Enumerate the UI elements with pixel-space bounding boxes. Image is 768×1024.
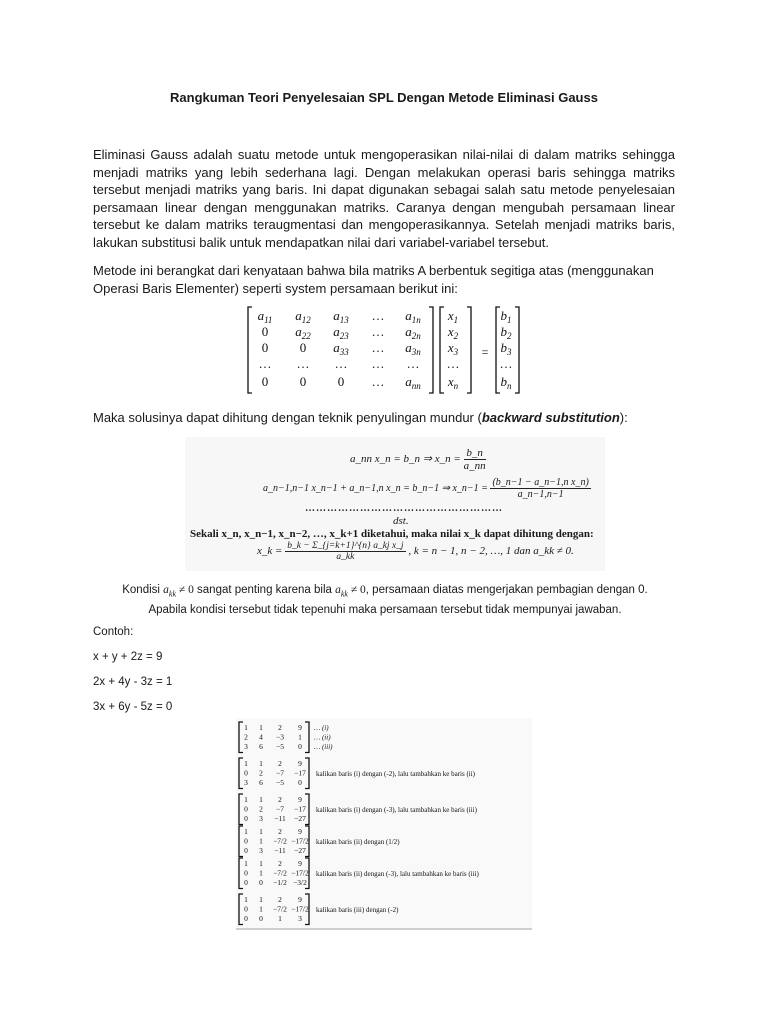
step-matrix-cell: −3 [276, 732, 284, 742]
step-matrix-cell: 0 [244, 814, 248, 823]
matrix-a-right-bracket [429, 307, 433, 393]
step-matrix-cell: 3 [244, 742, 248, 751]
kondisi-note [80, 582, 690, 619]
formula-lhs: x_k = [257, 545, 286, 558]
step-left-bracket [239, 858, 243, 889]
matrix-a-cell: $a_{13}$ [333, 308, 349, 325]
step-matrix-cell: 3 [244, 778, 248, 787]
step-matrix-cell: −17 [294, 804, 306, 814]
step-left-bracket [239, 894, 243, 925]
step-matrix-cell: −5 [276, 742, 284, 751]
matrix-equation-svg [243, 303, 523, 398]
step-matrix-cell: 1 [298, 732, 302, 742]
matrix-x-right-bracket [467, 307, 471, 393]
step-matrix-cell: −17/2 [291, 868, 309, 878]
step-left-bracket [239, 794, 243, 825]
step-matrix-cell: 9 [298, 859, 302, 868]
step-matrix-cell: −1/2 [273, 878, 287, 887]
matrix-b-cell: $b_2$ [500, 324, 512, 341]
matrix-x-cell: $x_2$ [447, 324, 459, 341]
backsub-eq2 [263, 477, 591, 500]
kondisi-neq-1: ≠ 0 [176, 584, 194, 596]
kondisi-text-a: Kondisi [122, 584, 164, 596]
step-matrix-cell: 1 [259, 723, 263, 732]
matrix-a-cell: … [371, 324, 385, 339]
step-matrix-cell: 1 [244, 759, 248, 768]
step-matrix-cell: −17/2 [291, 836, 309, 846]
step-matrix-cell: 0 [244, 768, 248, 778]
matrix-x-cell: $x_1$ [447, 308, 459, 325]
eq2-denominator: a_n−1,n−1 [517, 489, 564, 500]
step-matrix-cell: 1 [244, 859, 248, 868]
matrix-a-cell: $a_{nn}$ [405, 374, 421, 391]
step-matrix-cell: 6 [259, 778, 263, 787]
step-matrix-cell: 1 [259, 904, 263, 914]
matrix-a-cell: 0 [261, 324, 269, 339]
step-matrix-cell: 1 [278, 914, 282, 923]
paragraph-backsub [93, 409, 675, 427]
matrix-a-cell: … [371, 374, 385, 389]
step-matrix-cell: 0 [298, 742, 302, 751]
matrix-equation-figure [243, 303, 523, 398]
document-title: Rangkuman Teori Penyelesaian SPL Dengan Metode Eliminasi Gauss [170, 90, 598, 105]
step-matrix-cell: 1 [259, 795, 263, 804]
step-matrix-cell: 1 [244, 895, 248, 904]
step-matrix-cell: −11 [274, 846, 286, 855]
step-matrix-cell: 2 [259, 804, 263, 814]
step-matrix-cell: −3/2 [293, 878, 307, 887]
matrix-a-cell: $a_{11}$ [257, 308, 273, 325]
step-matrix-cell: 9 [298, 723, 302, 732]
matrix-a-cell: $a_{22}$ [295, 324, 311, 341]
eq1-numerator: b_n [464, 447, 486, 460]
matrix-b-right-bracket [515, 307, 519, 393]
kondisi-line-2: Apabila kondisi tersebut tidak tepenuhi maka persamaan tersebut tidak mempunyai jawaban. [148, 604, 622, 617]
kondisi-math-2: a [335, 584, 341, 596]
matrix-b-cell: $b_1$ [500, 308, 512, 325]
matrix-a-cell: 0 [337, 374, 345, 389]
step-matrix-cell: −7/2 [273, 836, 287, 846]
step-matrix-cell: 0 [244, 868, 248, 878]
matrix-a-cell: … [371, 356, 385, 371]
matrix-b-cell: $b_3$ [500, 340, 512, 357]
kondisi-sub-1: kk [168, 589, 177, 599]
step-operation-note: kalikan baris (ii) dengan (-3), lalu tambahkan ke baris (iii) [316, 870, 479, 878]
step-matrix-cell: 2 [278, 723, 282, 732]
matrix-a-cell: … [296, 356, 310, 371]
step-matrix-cell: 1 [259, 895, 263, 904]
backsub-text-prefix: Maka solusinya dapat dihitung dengan teknik penyulingan mundur ( [93, 410, 482, 425]
formula-denominator: a_kk [336, 552, 355, 562]
step-matrix-cell: 0 [244, 914, 248, 923]
backsub-formula [257, 541, 574, 562]
equation-3: 3x + 6y - 5z = 0 [93, 701, 173, 713]
matrix-b-cell: … [499, 356, 513, 371]
matrix-a-cell: $a_{2n}$ [405, 324, 421, 341]
step-matrix-cell: 0 [244, 904, 248, 914]
backsub-text-suffix: ): [619, 410, 628, 425]
formula-condition: , k = n − 1, n − 2, …, 1 dan a_kk ≠ 0. [408, 545, 574, 558]
step-matrix-cell: 0 [244, 878, 248, 887]
step-left-bracket [239, 758, 243, 789]
matrix-a-left-bracket [248, 307, 252, 393]
backsub-dots: ……………………………………………… [305, 503, 503, 514]
step-right-bracket [305, 722, 309, 753]
matrix-a-cell: $a_{1n}$ [405, 308, 421, 325]
step-matrix-cell: 1 [259, 859, 263, 868]
step-matrix-cell: 1 [259, 868, 263, 878]
step-matrix-cell: 0 [259, 914, 263, 923]
matrix-a-cell: … [371, 340, 385, 355]
backsub-figure [185, 437, 605, 571]
step-matrix-cell: 9 [298, 895, 302, 904]
step-matrix-cell: −17 [294, 768, 306, 778]
step-matrix-cell: 9 [298, 827, 302, 836]
step-matrix-cell: 2 [278, 827, 282, 836]
eq2-lhs: a_n−1,n−1 x_n−1 + a_n−1,n x_n = b_n−1 ⇒ x_n−1 = [263, 482, 491, 494]
step-matrix-cell: −7/2 [273, 904, 287, 914]
matrix-a-cell: $a_{23}$ [333, 324, 349, 341]
step-matrix-cell: −27 [294, 846, 306, 855]
kondisi-neq-2: ≠ 0 [347, 584, 366, 596]
step-matrix-cell: 4 [259, 732, 263, 742]
kondisi-text-c: , persamaan diatas mengerjakan pembagian dengan 0. [365, 584, 648, 596]
step-matrix-cell: 3 [259, 814, 263, 823]
step-matrix-cell: −11 [274, 814, 286, 823]
kondisi-math-1: a [163, 584, 169, 596]
elimination-steps-figure [236, 718, 532, 930]
formula-numerator: b_k − Σ_{j=k+1}^{n} a_kj x_j [287, 541, 404, 551]
contoh-label: Contoh: [93, 626, 134, 638]
step-operation-note: kalikan baris (i) dengan (-3), lalu tambahkan ke baris (iii) [316, 806, 477, 814]
matrix-a-cell: … [334, 356, 348, 371]
step-matrix-cell: 9 [298, 759, 302, 768]
step-operation-note: kalikan baris (ii) dengan (1/2) [316, 838, 400, 846]
step-matrix-cell: 0 [244, 804, 248, 814]
eq1-denominator: a_nn [463, 460, 486, 472]
eq2-numerator: (b_n−1 − a_n−1,n x_n) [492, 477, 589, 488]
step-matrix-cell: 1 [244, 827, 248, 836]
step-matrix-cell: 0 [244, 846, 248, 855]
step-row-label: … (iii) [314, 743, 333, 751]
step-row-label: … (ii) [314, 733, 331, 742]
paragraph-intro: Eliminasi Gauss adalah suatu metode untuk mengoperasikan nilai-nilai di dalam matriks sehingga menjadi matriks yang lebih sederhana lagi. Dengan melakukan operasi baris sehingga matriks tersebut menjadi matriks yang baris. Ini dapat digunakan sebagai salah satu metode penyelesaian persamaan linear dengan menggunakan matriks. Caranya dengan mengubah persamaan linear tersebut ke dalam matriks teraugmentasi dan mengoperasikannya. Setelah menjadi matriks baris, lakukan substitusi balik untuk mendapatkan nilai dari variabel-variabel tersebut. [93, 147, 675, 250]
step-matrix-cell: 3 [259, 846, 263, 855]
step-matrix-cell: 6 [259, 742, 263, 751]
step-matrix-cell: 0 [259, 878, 263, 887]
paragraph-method: Metode ini berangkat dari kenyataan bahwa bila matriks A berbentuk segitiga atas (menggunakan Operasi Baris Elementer) seperti system persamaan berikut ini: [93, 263, 654, 296]
eq1-lhs: a_nn x_n = b_n ⇒ x_n = [350, 453, 464, 466]
step-matrix-cell: 1 [244, 795, 248, 804]
step-matrix-cell: −7/2 [273, 868, 287, 878]
equation-1: x + y + 2z = 9 [93, 651, 163, 663]
step-matrix-cell: −17/2 [291, 904, 309, 914]
matrix-x-left-bracket [440, 307, 444, 393]
step-matrix-cell: 0 [244, 836, 248, 846]
step-matrix-cell: −27 [294, 814, 306, 823]
matrix-a-cell: $a_{33}$ [333, 340, 349, 357]
step-matrix-cell: 2 [278, 895, 282, 904]
matrix-a-cell: 0 [299, 374, 307, 389]
equation-2: 2x + 4y - 3z = 1 [93, 676, 173, 688]
step-matrix-cell: 1 [244, 723, 248, 732]
matrix-a-cell: 0 [261, 340, 269, 355]
step-matrix-cell: 2 [278, 859, 282, 868]
step-operation-note: kalikan baris (iii) dengan (-2) [316, 906, 399, 914]
matrix-x-cell: … [446, 356, 460, 371]
step-matrix-cell: 1 [259, 836, 263, 846]
step-left-bracket [239, 722, 243, 753]
matrix-b-left-bracket [496, 307, 500, 393]
step-matrix-cell: 2 [259, 768, 263, 778]
matrix-a-cell: $a_{3n}$ [405, 340, 421, 357]
kondisi-sub-2: kk [340, 589, 348, 599]
step-matrix-cell: −5 [276, 778, 284, 787]
step-matrix-cell: 0 [298, 778, 302, 787]
backsub-dst: dst. [393, 515, 409, 527]
kondisi-text-b: sangat penting karena bila [193, 584, 336, 596]
step-matrix-cell: 1 [259, 759, 263, 768]
step-left-bracket [239, 826, 243, 857]
step-matrix-cell: 2 [278, 759, 282, 768]
matrix-b-cell: $b_n$ [500, 374, 512, 391]
matrix-a-cell: $a_{12}$ [295, 308, 311, 325]
backsub-eq1 [350, 447, 486, 472]
elimination-steps-svg [236, 718, 532, 928]
matrix-a-cell: 0 [299, 340, 307, 355]
matrix-x-cell: $x_3$ [447, 340, 459, 357]
step-matrix-cell: −7 [276, 768, 284, 778]
step-matrix-cell: 3 [298, 914, 302, 923]
matrix-x-cell: $x_n$ [447, 374, 459, 391]
step-matrix-cell: −7 [276, 804, 284, 814]
step-matrix-cell: 9 [298, 795, 302, 804]
step-matrix-cell: 1 [259, 827, 263, 836]
backsub-emphasis: backward substitution [481, 410, 620, 425]
matrix-equals-sign: = [481, 345, 489, 359]
matrix-a-cell: … [371, 308, 385, 323]
backsub-sekali: Sekali x_n, x_n−1, x_n−2, …, x_k+1 diketahui, maka nilai x_k dapat dihitung dengan: [190, 528, 594, 540]
step-matrix-cell: 2 [278, 795, 282, 804]
kondisi-line-1 [80, 582, 690, 602]
step-matrix-cell: 2 [244, 732, 248, 742]
matrix-a-cell: … [258, 356, 272, 371]
matrix-a-cell: 0 [261, 374, 269, 389]
step-row-label: … (i) [314, 724, 329, 732]
step-operation-note: kalikan baris (i) dengan (-2), lalu tambahkan ke baris (ii) [316, 770, 475, 778]
matrix-a-cell: … [406, 356, 420, 371]
